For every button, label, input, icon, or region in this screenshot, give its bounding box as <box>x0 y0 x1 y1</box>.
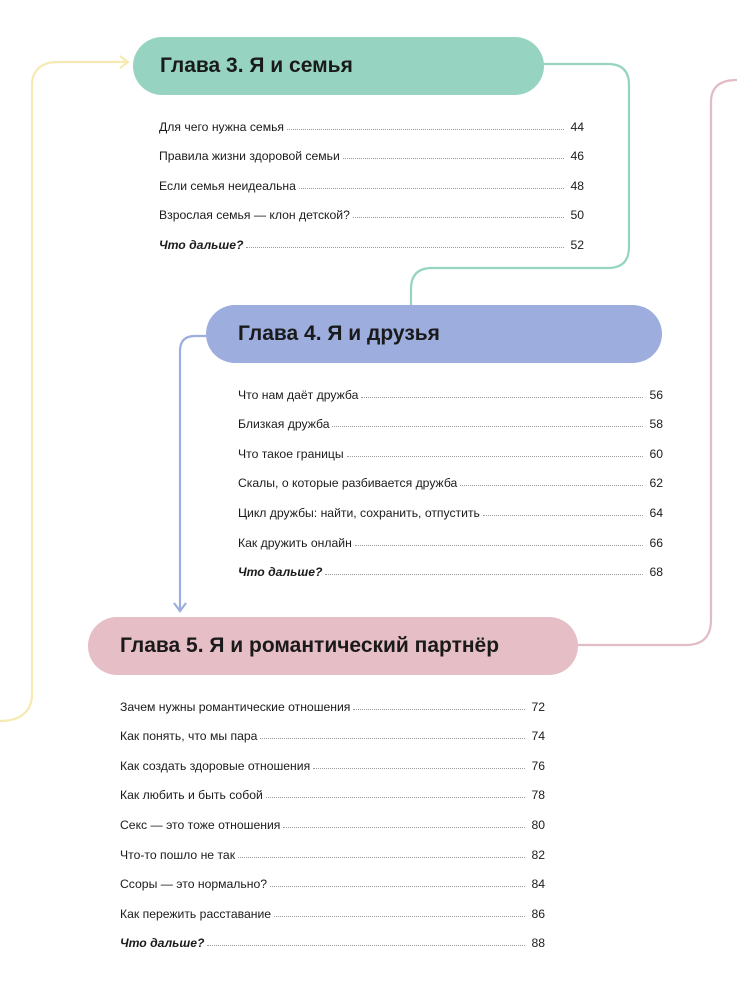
toc-entry-whats-next[interactable] <box>159 222 584 252</box>
chapter-4-heading[interactable] <box>206 305 662 363</box>
dot-leader <box>283 827 525 828</box>
dot-leader <box>260 738 525 739</box>
dot-leader <box>207 945 525 946</box>
dot-leader <box>299 188 564 189</box>
toc-entry-page: 66 <box>649 535 663 550</box>
toc-entry-page: 62 <box>649 476 663 491</box>
toc-entry-page: 50 <box>570 208 584 223</box>
dot-leader <box>325 574 643 575</box>
dot-leader <box>353 217 564 218</box>
toc-entry-title: Что дальше? <box>238 565 323 580</box>
toc-entry[interactable] <box>120 802 545 832</box>
toc-entry-title: Цикл дружбы: найти, сохранить, отпустить <box>238 505 480 520</box>
toc-entry[interactable] <box>120 773 545 803</box>
toc-entry[interactable] <box>159 104 584 134</box>
toc-entry-title: Взрослая семья — клон детской? <box>159 208 350 223</box>
toc-entry[interactable] <box>120 714 545 744</box>
toc-entry[interactable] <box>238 372 663 402</box>
dot-leader <box>266 797 525 798</box>
dot-leader <box>313 768 525 769</box>
toc-entry-title: Правила жизни здоровой семьи <box>159 149 340 164</box>
dot-leader <box>238 857 525 858</box>
toc-entry[interactable] <box>120 832 545 862</box>
toc-entry[interactable] <box>238 402 663 432</box>
dot-leader <box>287 129 564 130</box>
chapter-5-title: Глава 5. Я и романтический партнёр <box>120 634 500 657</box>
dot-leader <box>347 456 643 457</box>
toc-entry-page: 76 <box>531 758 545 773</box>
toc-entry-page: 64 <box>649 505 663 520</box>
dot-leader <box>332 426 643 427</box>
toc-entry-page: 86 <box>531 906 545 921</box>
toc-entry-page: 72 <box>531 699 545 714</box>
connector-chapter-4-to-5 <box>180 336 206 610</box>
toc-entry-page: 74 <box>531 729 545 744</box>
chapter-5-toc <box>120 684 545 950</box>
toc-entry-page: 88 <box>531 936 545 951</box>
toc-entry-whats-next[interactable] <box>238 550 663 580</box>
toc-entry[interactable] <box>238 461 663 491</box>
chapter-3-title: Глава 3. Я и семья <box>160 54 353 77</box>
toc-entry[interactable] <box>120 891 545 921</box>
toc-entry-title: Что дальше? <box>120 936 205 951</box>
toc-entry-page: 78 <box>531 788 545 803</box>
toc-entry-title: Зачем нужны романтические отношения <box>120 699 351 714</box>
toc-entry-title: Как понять, что мы пара <box>120 729 258 744</box>
toc-entry-page: 68 <box>649 565 663 580</box>
toc-entry-title: Что такое границы <box>238 446 344 461</box>
toc-entry-page: 44 <box>570 119 584 134</box>
dot-leader <box>343 158 564 159</box>
dot-leader <box>355 545 643 546</box>
toc-entry-title: Для чего нужна семья <box>159 119 285 134</box>
toc-entry-title: Как создать здоровые отношения <box>120 758 311 773</box>
toc-entry-title: Что дальше? <box>159 237 244 252</box>
toc-entry-whats-next[interactable] <box>120 921 545 951</box>
toc-entry-page: 80 <box>531 817 545 832</box>
toc-entry-page: 58 <box>649 417 663 432</box>
toc-entry-title: Скалы, о которые разбивается дружба <box>238 476 458 491</box>
dot-leader <box>483 515 643 516</box>
dot-leader <box>460 485 643 486</box>
toc-entry-page: 46 <box>570 149 584 164</box>
dot-leader <box>270 886 525 887</box>
chapter-3-toc <box>159 104 584 252</box>
toc-entry-page: 52 <box>570 237 584 252</box>
toc-entry-title: Как дружить онлайн <box>238 535 352 550</box>
dot-leader <box>353 709 525 710</box>
toc-entry-page: 56 <box>649 387 663 402</box>
toc-entry[interactable] <box>159 193 584 223</box>
toc-entry-title: Близкая дружба <box>238 417 330 432</box>
toc-entry[interactable] <box>238 431 663 461</box>
chapter-3-heading[interactable] <box>133 37 544 95</box>
toc-entry[interactable] <box>238 490 663 520</box>
dot-leader <box>361 397 643 398</box>
toc-entry[interactable] <box>159 163 584 193</box>
toc-entry-title: Ссоры — это нормально? <box>120 877 268 892</box>
chapter-5-heading[interactable] <box>88 617 578 675</box>
dot-leader <box>274 916 525 917</box>
dot-leader <box>246 247 564 248</box>
toc-entry-title: Как пережить расставание <box>120 906 272 921</box>
toc-entry-page: 82 <box>531 847 545 862</box>
toc-entry-page: 48 <box>570 178 584 193</box>
toc-entry-page: 84 <box>531 877 545 892</box>
toc-entry[interactable] <box>238 520 663 550</box>
chapter-4-title: Глава 4. Я и друзья <box>238 322 440 345</box>
toc-entry[interactable] <box>159 134 584 164</box>
toc-entry-page: 60 <box>649 446 663 461</box>
toc-entry-title: Если семья неидеальна <box>159 178 296 193</box>
toc-entry-title: Что нам даёт дружба <box>238 387 359 402</box>
toc-entry-title: Секс — это тоже отношения <box>120 817 281 832</box>
toc-entry[interactable] <box>120 862 545 892</box>
toc-entry-title: Как любить и быть собой <box>120 788 263 803</box>
chapter-4-toc <box>238 372 663 579</box>
toc-entry[interactable] <box>120 743 545 773</box>
toc-entry-title: Что-то пошло не так <box>120 847 236 862</box>
toc-entry[interactable] <box>120 684 545 714</box>
